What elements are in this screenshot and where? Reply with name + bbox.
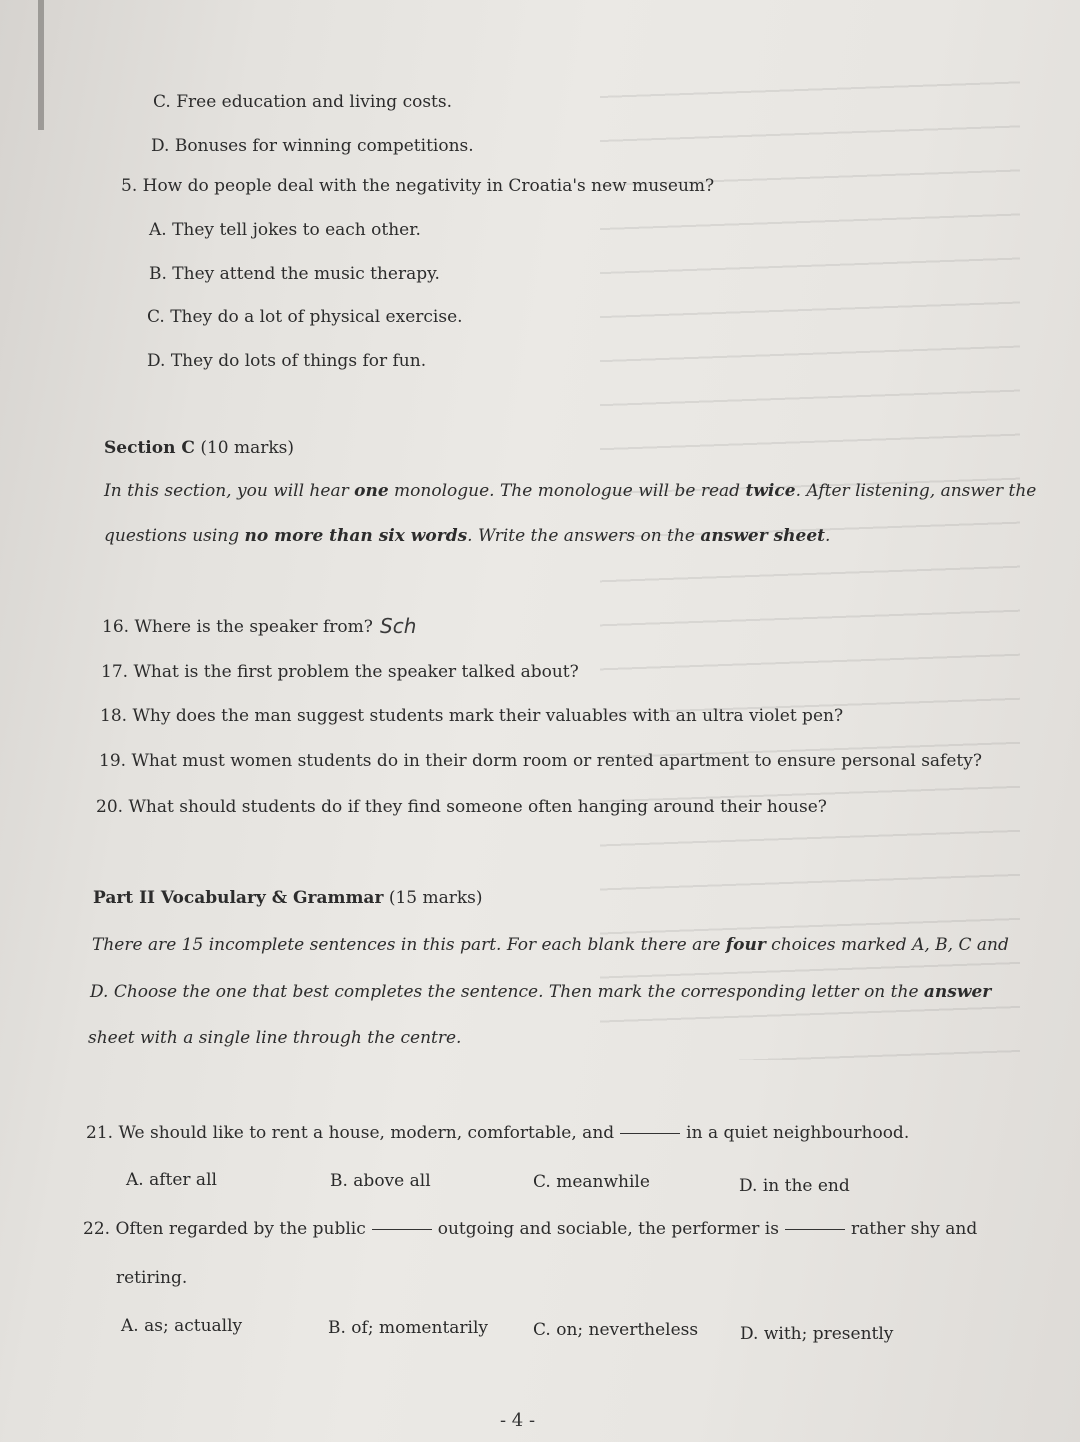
q5-option-b: B. They attend the music therapy. bbox=[149, 264, 440, 284]
instr-text: questions using bbox=[104, 526, 245, 546]
q5-option-d: D. They do lots of things for fun. bbox=[147, 351, 427, 371]
q19-text: 19. What must women students do in their dorm room or rented apartment to ensure personal safety? bbox=[99, 751, 982, 771]
section-c-title: Section C bbox=[104, 438, 195, 458]
instr-emphasis: answer sheet bbox=[700, 526, 825, 546]
instr-text: D. Choose the one that best completes the sentence. Then mark the corresponding letter on the bbox=[90, 982, 924, 1002]
section-c-instruction-line2 bbox=[104, 526, 830, 546]
q22-option-d: D. with; presently bbox=[740, 1324, 894, 1344]
bleed-through-text bbox=[600, 60, 1020, 1060]
instr-emphasis: answer bbox=[923, 982, 992, 1002]
q5-option-a: A. They tell jokes to each other. bbox=[149, 220, 421, 240]
instr-emphasis: twice bbox=[745, 481, 796, 501]
q17-text: 17. What is the first problem the speaker talked about? bbox=[101, 662, 579, 682]
q4-option-d: D. Bonuses for winning competitions. bbox=[151, 136, 474, 156]
section-c-heading bbox=[104, 438, 294, 458]
handwritten-answer: Sch bbox=[380, 614, 417, 638]
section-c-marks: (10 marks) bbox=[200, 438, 295, 458]
q16-text: 16. Where is the speaker from? bbox=[102, 617, 373, 637]
q22-stem: 22. Often regarded by the public bbox=[83, 1219, 366, 1239]
binding-edge bbox=[38, 0, 44, 130]
q21-blank bbox=[620, 1133, 680, 1134]
part2-title: Part II Vocabulary & Grammar bbox=[93, 888, 384, 908]
q21-option-a: A. after all bbox=[126, 1170, 217, 1190]
instr-emphasis: four bbox=[725, 935, 766, 955]
q20-text: 20. What should students do if they find someone often hanging around their house? bbox=[96, 797, 827, 817]
q22-option-b: B. of; momentarily bbox=[328, 1318, 489, 1338]
part2-instruction-line1 bbox=[92, 935, 1009, 955]
part2-marks: (15 marks) bbox=[388, 888, 483, 908]
part2-instruction-line2 bbox=[90, 982, 991, 1002]
section-c-instruction-line1 bbox=[104, 481, 1036, 501]
q21-stem-end: in a quiet neighbourhood. bbox=[686, 1123, 910, 1143]
instr-emphasis: one bbox=[354, 481, 389, 501]
q4-option-c: C. Free education and living costs. bbox=[153, 92, 453, 112]
instr-emphasis: no more than six words bbox=[244, 526, 468, 546]
q21-text bbox=[86, 1123, 909, 1143]
q5-option-c: C. They do a lot of physical exercise. bbox=[147, 307, 463, 327]
q21-option-b: B. above all bbox=[330, 1171, 431, 1191]
instr-text: . Write the answers on the bbox=[467, 526, 701, 546]
instr-text: In this section, you will hear bbox=[104, 481, 355, 501]
instr-text: . bbox=[825, 526, 831, 546]
part2-heading bbox=[93, 888, 483, 908]
q22-option-a: A. as; actually bbox=[121, 1316, 243, 1336]
q21-option-d: D. in the end bbox=[739, 1176, 850, 1196]
q18-text: 18. Why does the man suggest students mark their valuables with an ultra violet pen? bbox=[100, 706, 844, 726]
q21-stem: 21. We should like to rent a house, modern, comfortable, and bbox=[86, 1123, 615, 1143]
instr-text: There are 15 incomplete sentences in this part. For each blank there are bbox=[92, 935, 726, 955]
instr-text: . After listening, answer the bbox=[795, 481, 1037, 501]
q22-blank-1 bbox=[372, 1229, 432, 1230]
q22-stem-mid: outgoing and sociable, the performer is bbox=[437, 1219, 779, 1239]
q22-option-c: C. on; nevertheless bbox=[533, 1320, 699, 1340]
page-number: - 4 - bbox=[500, 1410, 536, 1431]
instr-text: monologue. The monologue will be read bbox=[388, 481, 746, 501]
instr-text: choices marked A, B, C and bbox=[765, 935, 1009, 955]
q22-stem-end: rather shy and bbox=[850, 1219, 978, 1239]
q21-option-c: C. meanwhile bbox=[533, 1172, 650, 1192]
q5-text: 5. How do people deal with the negativity in Croatia's new museum? bbox=[121, 176, 715, 196]
q22-text-line2: retiring. bbox=[116, 1268, 188, 1288]
q22-text bbox=[83, 1219, 977, 1239]
part2-instruction-line3: sheet with a single line through the centre. bbox=[88, 1028, 462, 1048]
q22-blank-2 bbox=[785, 1229, 845, 1230]
